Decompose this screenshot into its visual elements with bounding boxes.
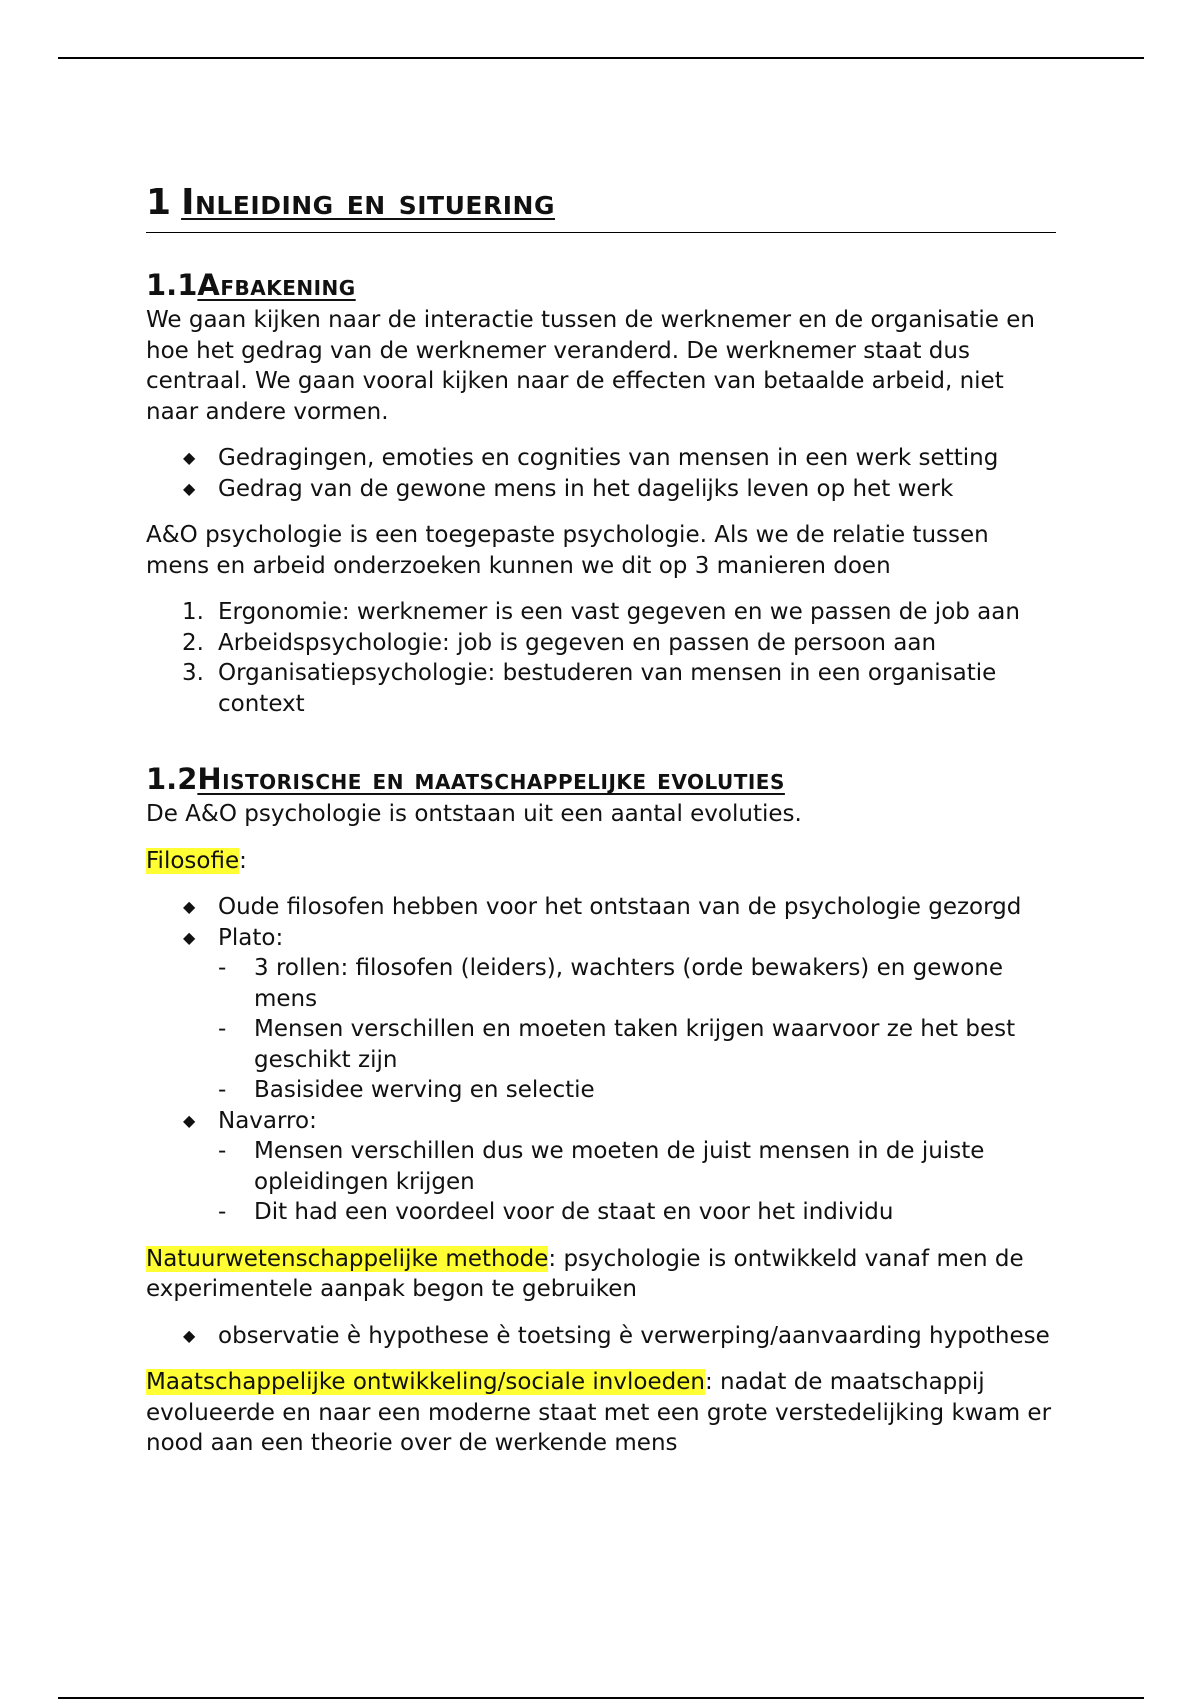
list-item: ◆ observatie è hypothese è toetsing è verwerping/aanvaarding hypothese	[146, 1321, 1056, 1352]
plato-sublist	[218, 953, 1056, 1106]
diamond-bullet-icon: ◆	[183, 927, 196, 947]
section-1-2-intro: De A&O psychologie is ontstaan uit een aantal evoluties.	[146, 801, 802, 827]
sub-list-item: - Mensen verschillen en moeten taken krijgen waarvoor ze het best geschikt zijn	[218, 1016, 1016, 1073]
list-item: ◆ Navarro: - Mensen verschillen dus we moeten de juist mensen in de juiste opleidingen krijgen - Dit had een voordeel voor de staat en voor het individu	[146, 1106, 1056, 1228]
chapter-title: Inleiding en situering	[181, 182, 555, 223]
section-heading-1-1	[146, 267, 1056, 303]
diamond-bullet-icon: ◆	[183, 448, 196, 467]
numbered-list	[146, 597, 1056, 719]
filosofie-list	[146, 892, 1056, 1228]
highlighted-term: Filosofie	[146, 847, 240, 874]
sub-list-item: - Mensen verschillen dus we moeten de juist mensen in de juiste opleidingen krijgen	[218, 1138, 985, 1195]
navarro-sublist	[218, 1136, 1056, 1228]
section-title: Afbakening	[197, 268, 356, 302]
list-item: 3. Organisatiepsychologie: bestuderen van mensen in een organisatie context	[182, 660, 997, 717]
list-item: ◆ Gedragingen, emoties en cognities van mensen in een werk setting	[146, 443, 1056, 474]
diamond-bullet-icon: ◆	[183, 478, 196, 498]
sub-list-item: - Dit had een voordeel voor de staat en voor het individu	[218, 1197, 1056, 1228]
section-1-1-paragraph-2: A&O psychologie is een toegepaste psychologie. Als we de relatie tussen mens en arbeid onderzoeken kunnen we dit op 3 manieren doen	[146, 522, 989, 579]
highlighted-term: Natuurwetenschappelijke methode	[146, 1245, 549, 1272]
section-1-1-intro: We gaan kijken naar de interactie tussen de werknemer en de organisatie en hoe het gedrag van de werknemer veranderd. De werknemer staat dus centraal. We gaan vooral kijken naar de effecten van betaalde arbeid, niet naar andere vormen.	[146, 307, 1035, 425]
list-item: 1. Ergonomie: werknemer is een vast gegeven en we passen de job aan	[182, 599, 1020, 625]
list-item: ◆ Plato: - 3 rollen: filosofen (leiders), wachters (orde bewakers) en gewone mens - Mensen verschillen en moeten taken krijgen waarvoor ze het best geschikt zijn - Basisidee werving en selectie	[146, 923, 1056, 1106]
dash-bullet-icon: -	[218, 1016, 227, 1042]
sub-list-item: - 3 rollen: filosofen (leiders), wachters (orde bewakers) en gewone mens	[218, 955, 1003, 1012]
chapter-heading	[146, 180, 1056, 233]
natuurwetenschap-paragraph: Natuurwetenschappelijke methode: psychologie is ontwikkeld vanaf men de experimentele aanpak begon te gebruiken	[146, 1245, 1024, 1302]
document-body	[146, 180, 1056, 1459]
diamond-bullet-icon: ◆	[183, 897, 196, 916]
diamond-bullet-icon: ◆	[183, 1110, 196, 1130]
highlighted-term: Maatschappelijke ontwikkeling/sociale invloeden	[146, 1369, 705, 1395]
dash-bullet-icon: -	[218, 1077, 227, 1103]
header-rule	[58, 57, 1144, 59]
section-heading-1-2	[146, 761, 1056, 797]
sub-list-item: - Basisidee werving en selectie	[218, 1075, 1056, 1106]
dash-bullet-icon: -	[218, 1199, 227, 1225]
diamond-bullet-icon: ◆	[183, 1325, 196, 1345]
chapter-number: 1	[146, 182, 172, 223]
list-item: ◆ Gedrag van de gewone mens in het dagelijks leven op het werk	[146, 474, 1056, 505]
list-item: 2. Arbeidspsychologie: job is gegeven en passen de persoon aan	[182, 629, 937, 656]
bullet-list	[146, 443, 1056, 504]
list-item: ◆ Oude filosofen hebben voor het ontstaan van de psychologie gezorgd	[146, 892, 1056, 923]
filosofie-paragraph: Filosofie:	[146, 847, 247, 874]
footer-rule	[58, 1697, 1144, 1699]
section-number: 1.2	[146, 762, 198, 796]
natuur-list	[146, 1321, 1056, 1352]
section-title: Historische en maatschappelijke evoluties	[197, 762, 785, 796]
section-number: 1.1	[146, 268, 198, 302]
dash-bullet-icon: -	[218, 1138, 227, 1164]
maatschappij-paragraph: Maatschappelijke ontwikkeling/sociale invloeden: nadat de maatschappij evolueerde en naar een moderne staat met een grote verstedelijking kwam er nood aan een theorie over de werkende mens	[146, 1369, 1052, 1456]
dash-bullet-icon: -	[218, 955, 227, 981]
